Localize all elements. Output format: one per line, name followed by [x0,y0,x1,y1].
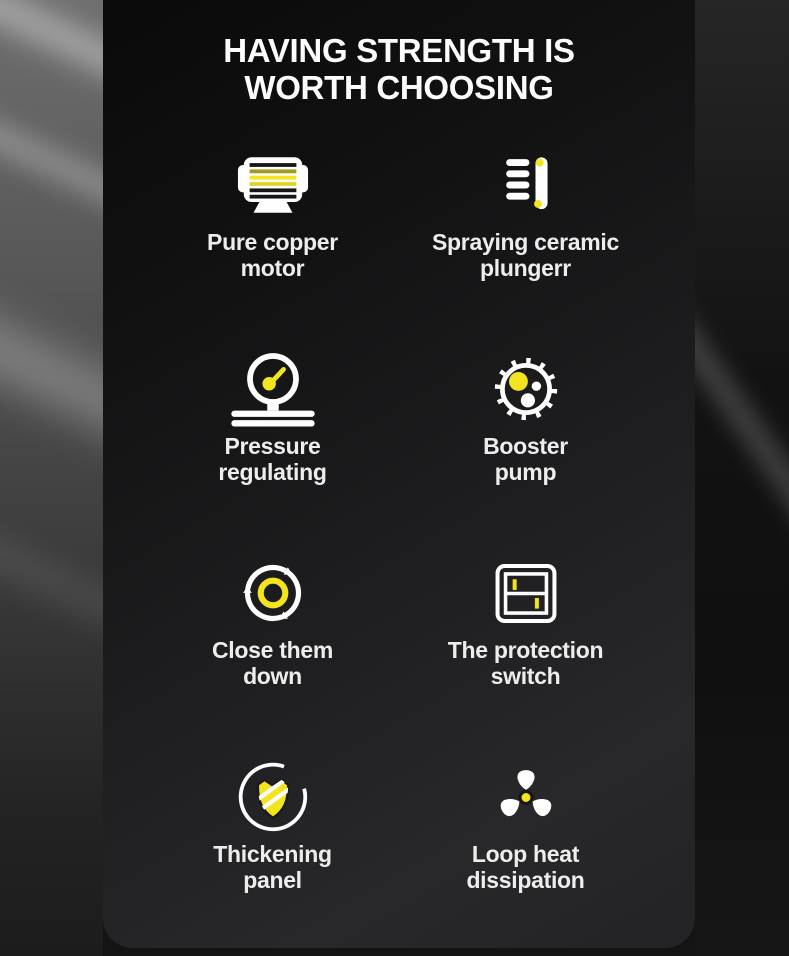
light-streak [0,503,103,658]
protection-switch-icon [494,563,558,624]
motor-icon [236,155,310,216]
feature-label: Loop heat dissipation [466,841,585,893]
booster-pump-icon [492,355,560,423]
right-background-strip [695,0,789,956]
feature-label: Pure copper motor [207,229,338,281]
thickening-panel-icon [235,759,311,835]
heat-dissipation-icon [495,765,557,830]
ceramic-plunger-icon [501,153,551,217]
feature-cell-pump [399,347,652,551]
feature-cell-shutdown [146,551,399,755]
feature-label: Spraying ceramic plungerr [432,229,619,281]
feature-panel [103,0,695,948]
pressure-gauge-icon [227,351,319,428]
title-line-1: HAVING STRENGTH IS [223,32,575,69]
feature-label: Close them down [212,637,333,689]
feature-grid [146,143,652,956]
feature-label: Thickening panel [213,841,332,893]
feature-cell-switch [399,551,652,755]
light-streak [0,271,103,479]
feature-cell-motor [146,143,399,347]
feature-cell-plunger [399,143,652,347]
light-streak [695,270,789,573]
feature-cell-shield [146,755,399,956]
title-line-2: WORTH CHOOSING [244,68,554,106]
light-streak [0,87,103,237]
feature-cell-fan [399,755,652,956]
light-streak [0,0,103,116]
feature-label: Pressure regulating [218,433,327,485]
feature-label: The protection switch [447,637,604,689]
left-background-strip [0,0,103,956]
feature-cell-gauge [146,347,399,551]
auto-shutdown-icon [239,559,307,627]
page-title [103,33,695,107]
feature-label: Booster pump [483,433,568,485]
